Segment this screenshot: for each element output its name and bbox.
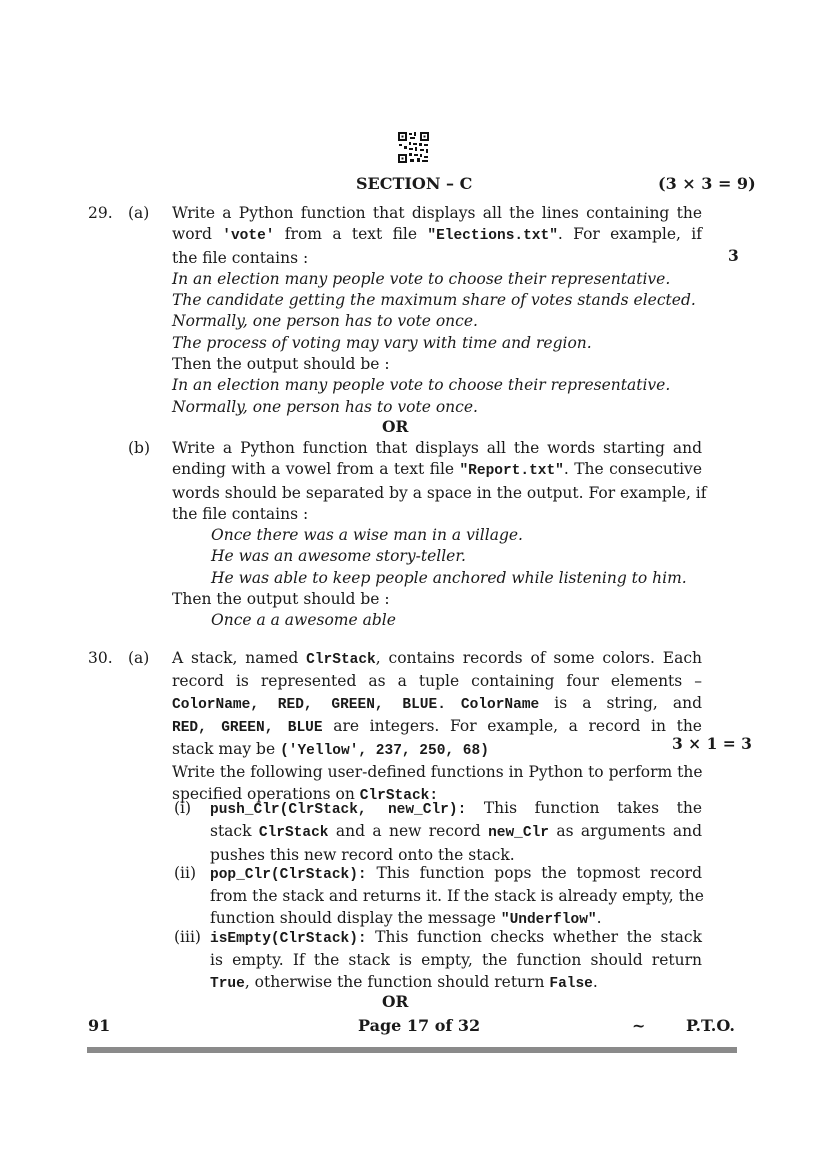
- code-report-file: "Report.txt": [459, 463, 564, 480]
- footer-code: 91: [88, 1016, 111, 1035]
- sub-item-i: push_Clr(ClrStack, new_Clr): This function takes the stack ClrStack and a new record new_Clr as arguments and pushes this new record onto the stack.: [210, 799, 703, 864]
- q29b-output: Once a a awesome able: [211, 611, 396, 630]
- marks-29a: 3: [728, 246, 739, 265]
- q29b-content-3: He was able to keep people anchored while listening to him.: [211, 568, 687, 587]
- code-example-record: ('Yellow', 237, 250, 68): [280, 743, 489, 760]
- q30a-line-4: RED, GREEN, BLUE are integers. For example, a record in the: [172, 716, 702, 736]
- q29b-content-2: He was an awesome story-teller.: [211, 547, 466, 566]
- q29a-line-2: word 'vote' from a text file "Elections.txt". For example, if: [172, 225, 702, 245]
- q29a-output-2: Normally, one person has to vote once.: [172, 397, 478, 416]
- q30a-line-3: ColorName, RED, GREEN, BLUE. ColorName is a string, and: [172, 693, 702, 713]
- sub-item-number-iii: (iii): [174, 928, 201, 946]
- or-separator-30: OR: [382, 992, 409, 1011]
- question-number-29: 29.: [88, 204, 113, 222]
- question-30a: [172, 648, 702, 807]
- or-separator-29: OR: [382, 417, 409, 436]
- q29a-content-4: The process of voting may vary with time and region.: [172, 333, 592, 352]
- section-title: SECTION – C: [356, 174, 473, 193]
- q29a-line-1: Write a Python function that displays all the lines containing the: [172, 204, 702, 222]
- footer-pto: P.T.O.: [686, 1016, 735, 1035]
- q29b-line-4: the file contains :: [172, 504, 309, 523]
- q29b-line-2: ending with a vowel from a text file "Report.txt". The consecutive: [172, 460, 702, 480]
- code-pop-clr: pop_Clr(ClrStack):: [210, 867, 367, 883]
- marks-30a: 3 × 1 = 3: [672, 734, 752, 753]
- q30a-line-2: record is represented as a tuple containing four elements –: [172, 672, 702, 691]
- q29b-output-intro: Then the output should be :: [172, 590, 390, 609]
- q30a-line-5: stack may be ('Yellow', 237, 250, 68): [172, 740, 489, 760]
- section-marks: (3 × 3 = 9): [658, 174, 756, 193]
- q29a-output-intro: Then the output should be :: [172, 355, 390, 374]
- footer-divider: [87, 1047, 737, 1053]
- q29a-line-3: the file contains :: [172, 248, 309, 267]
- code-vote: 'vote': [222, 228, 275, 245]
- part-label-29b: (b): [128, 439, 151, 457]
- part-label-30a: (a): [128, 649, 150, 667]
- part-label-29a: (a): [128, 204, 150, 222]
- q30a-line-7: specified operations on ClrStack:: [172, 784, 439, 804]
- q30a-line-1: A stack, named ClrStack, contains records of some colors. Each: [172, 649, 702, 668]
- question-29b: [172, 438, 707, 632]
- sub-item-number-i: (i): [174, 799, 192, 817]
- q29b-line-1: Write a Python function that displays all the words starting and: [172, 439, 702, 457]
- q30a-line-6: Write the following user-defined functions in Python to perform the: [172, 763, 703, 782]
- question-number-30: 30.: [88, 649, 113, 667]
- qr-code: [397, 131, 430, 164]
- q29a-content-2: The candidate getting the maximum share of votes stands elected.: [172, 291, 696, 310]
- code-isempty: isEmpty(ClrStack):: [210, 931, 367, 947]
- sub-item-ii: pop_Clr(ClrStack): This function pops the topmost record from the stack and returns it. If the stack is already empty, the function should display the message "Underflow".: [210, 864, 704, 928]
- q29a-output-1: In an election many people vote to choose their representative.: [172, 376, 671, 395]
- footer-page-number: Page 17 of 32: [358, 1016, 481, 1035]
- q29a-content-1: In an election many people vote to choose their representative.: [172, 269, 671, 288]
- question-29a: [172, 203, 702, 418]
- code-push-clr: push_Clr(ClrStack, new_Clr):: [210, 802, 467, 818]
- sub-item-number-ii: (ii): [174, 864, 197, 882]
- q29a-content-3: Normally, one person has to vote once.: [172, 312, 478, 331]
- q29b-line-3: words should be separated by a space in the output. For example, if: [172, 483, 707, 502]
- code-clrstack: ClrStack: [306, 652, 376, 668]
- footer-tilde: ~: [632, 1016, 646, 1035]
- code-elections-file: "Elections.txt": [427, 228, 558, 245]
- q29b-content-1: Once there was a wise man in a village.: [211, 526, 523, 545]
- sub-item-iii: isEmpty(ClrStack): This function checks whether the stack is empty. If the stack is empty, the function should return True, otherwise the function should return False.: [210, 928, 702, 992]
